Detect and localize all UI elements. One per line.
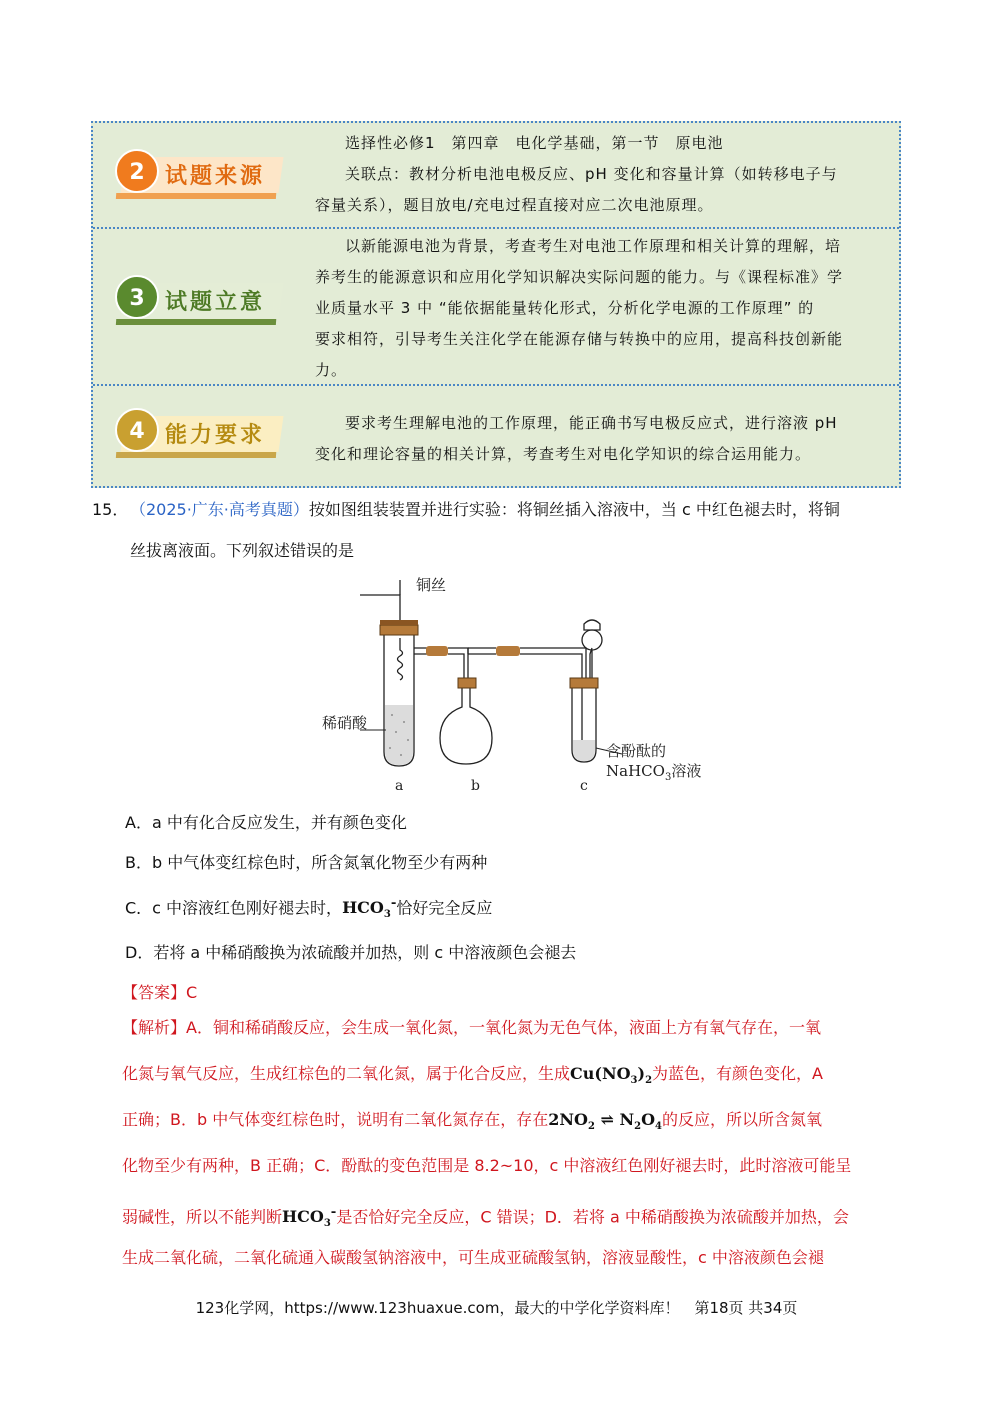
chem-hco3: $HCO_3^-$	[282, 1204, 337, 1230]
answer-value: C	[186, 983, 198, 1002]
chem-hco3: $HCO_3^-$	[342, 895, 397, 921]
section-tag-source	[115, 149, 285, 195]
info-line: 以新能源电池为背景，考查考生对电池工作原理和相关计算的理解，培	[345, 237, 842, 255]
stopper-c	[570, 678, 598, 688]
info-row-source	[93, 123, 899, 227]
info-text	[315, 231, 887, 386]
tag-label: 试题来源	[165, 164, 266, 189]
label-copper-wire: 铜丝	[416, 576, 447, 594]
tube-joint-2	[496, 646, 520, 656]
option-b: B．b 中气体变红棕色时，所含氮氧化物至少有两种	[125, 853, 488, 872]
explanation-line: 化物至少有两种，B 正确；C．酚酞的变色范围是 8.2~10，c 中溶液红色刚好褪去时，此时溶液可能呈	[122, 1156, 852, 1175]
info-line: 选择性必修1 第四章 电化学基础，第一节 原电池	[345, 134, 724, 152]
label-solution-line2: NaHCO$_3$溶液	[606, 762, 702, 783]
label-c: c	[580, 778, 588, 794]
info-row-intent	[93, 227, 899, 384]
section-tag-ability	[115, 408, 285, 454]
explanation-line: 化氮与氧气反应，生成红棕色的二氧化氮，属于化合反应，生成$Cu(NO_3)_2$为蓝色，有颜色变化，A	[122, 1064, 823, 1087]
option-c-text-end: 恰好完全反应	[396, 898, 493, 918]
info-line: 变化和理论容量的相关计算，考查考生对电化学知识的综合运用能力。	[315, 445, 812, 463]
info-line: 容量关系），题目放电/充电过程直接对应二次电池原理。	[315, 196, 714, 214]
option-c	[125, 895, 492, 921]
info-text	[315, 128, 887, 221]
stopper-b	[458, 678, 476, 688]
label-a: a	[395, 778, 404, 794]
section-tag-intent	[115, 275, 285, 321]
chem-copper-nitrate: $Cu(NO_3)_2$	[570, 1064, 653, 1087]
tube-joint-1	[426, 646, 448, 656]
info-text	[315, 408, 887, 470]
label-solution-line1: 含酚酞的	[606, 742, 667, 760]
explanation-line: 正确；B．b 中气体变红棕色时，说明有二氧化氮存在，存在$2NO_2$ ⇌ $N_2O_4$的反应，所以所含氮氧	[122, 1110, 822, 1133]
explanation-line: 弱碱性，所以不能判断$HCO_3^-$是否恰好完全反应，C 错误；D．若将 a 中稀硝酸换为浓硫酸并加热，会	[122, 1204, 849, 1230]
info-line: 业质量水平 3 中 “能依据能量转化形式，分析化学电源的工作原理” 的	[315, 299, 815, 317]
chem-no2-n2o4-equilibrium: $2NO_2$ ⇌ $N_2O_4$	[548, 1110, 662, 1133]
explanation-line: 【解析】A．铜和稀硝酸反应，会生成一氧化氮，一氧化氮为无色气体，液面上方有氧气存在，一氧	[122, 1018, 821, 1037]
info-line: 关联点：教材分析电池电极反应、pH 变化和容量计算（如转移电子与	[345, 165, 838, 183]
explanation	[122, 1005, 894, 1281]
stopper-a	[380, 625, 418, 635]
answer-label: 【答案】	[122, 983, 187, 1002]
explanation-line: 生成二氧化硫，二氧化硫通入碳酸氢钠溶液中，可生成亚硫酸氢钠，溶液显酸性，c 中溶液颜色会褪	[122, 1248, 824, 1267]
apparatus-figure	[300, 570, 720, 800]
page-footer: 123化学网，https://www.123huaxue.com，最大的中学化学资料库！ 第18页 共34页	[195, 1299, 798, 1317]
label-b: b	[471, 778, 480, 794]
connecting-tube-bc	[468, 648, 496, 654]
info-box	[91, 121, 901, 488]
question-stem-line1	[92, 497, 912, 520]
info-line: 要求考生理解电池的工作原理，能正确书写电极反应式，进行溶液 pH	[345, 414, 838, 432]
explanation-label: 【解析】	[122, 1018, 187, 1037]
tag-label: 试题立意	[165, 290, 266, 315]
info-line: 养考生的能源意识和应用化学知识解决实际问题的能力。与《课程标准》学	[315, 268, 844, 286]
question-number: 15．	[92, 500, 129, 519]
tag-number: 2	[115, 149, 159, 193]
label-dilute-nitric-acid: 稀硝酸	[322, 714, 368, 732]
copper-coil	[398, 638, 403, 680]
tag-number: 3	[115, 275, 159, 319]
connecting-tube-ab	[414, 648, 428, 654]
info-line: 力。	[315, 361, 348, 379]
liquid-a	[385, 705, 413, 765]
question-source: （2025·广东·高考真题）	[130, 500, 309, 519]
option-a: A．a 中有化合反应发生，并有颜色变化	[125, 813, 407, 832]
option-d: D．若将 a 中稀硝酸换为浓硫酸并加热，则 c 中溶液颜色会褪去	[125, 943, 577, 962]
liquid-c	[573, 740, 595, 761]
option-c-text: C．c 中溶液红色刚好褪去时，	[125, 898, 343, 918]
info-line: 要求相符，引导考生关注化学在能源存储与转换中的应用，提高科技创新能	[315, 330, 844, 348]
answer	[122, 980, 197, 1003]
question-stem-line2: 丝拔离液面。下列叙述错误的是	[130, 541, 355, 560]
tag-number: 4	[115, 408, 159, 452]
tag-label: 能力要求	[165, 423, 266, 448]
question-text: 按如图组装装置并进行实验：将铜丝插入溶液中，当 c 中红色褪去时，将铜	[308, 500, 840, 519]
info-row-ability	[93, 384, 899, 488]
flask-b	[440, 688, 492, 764]
